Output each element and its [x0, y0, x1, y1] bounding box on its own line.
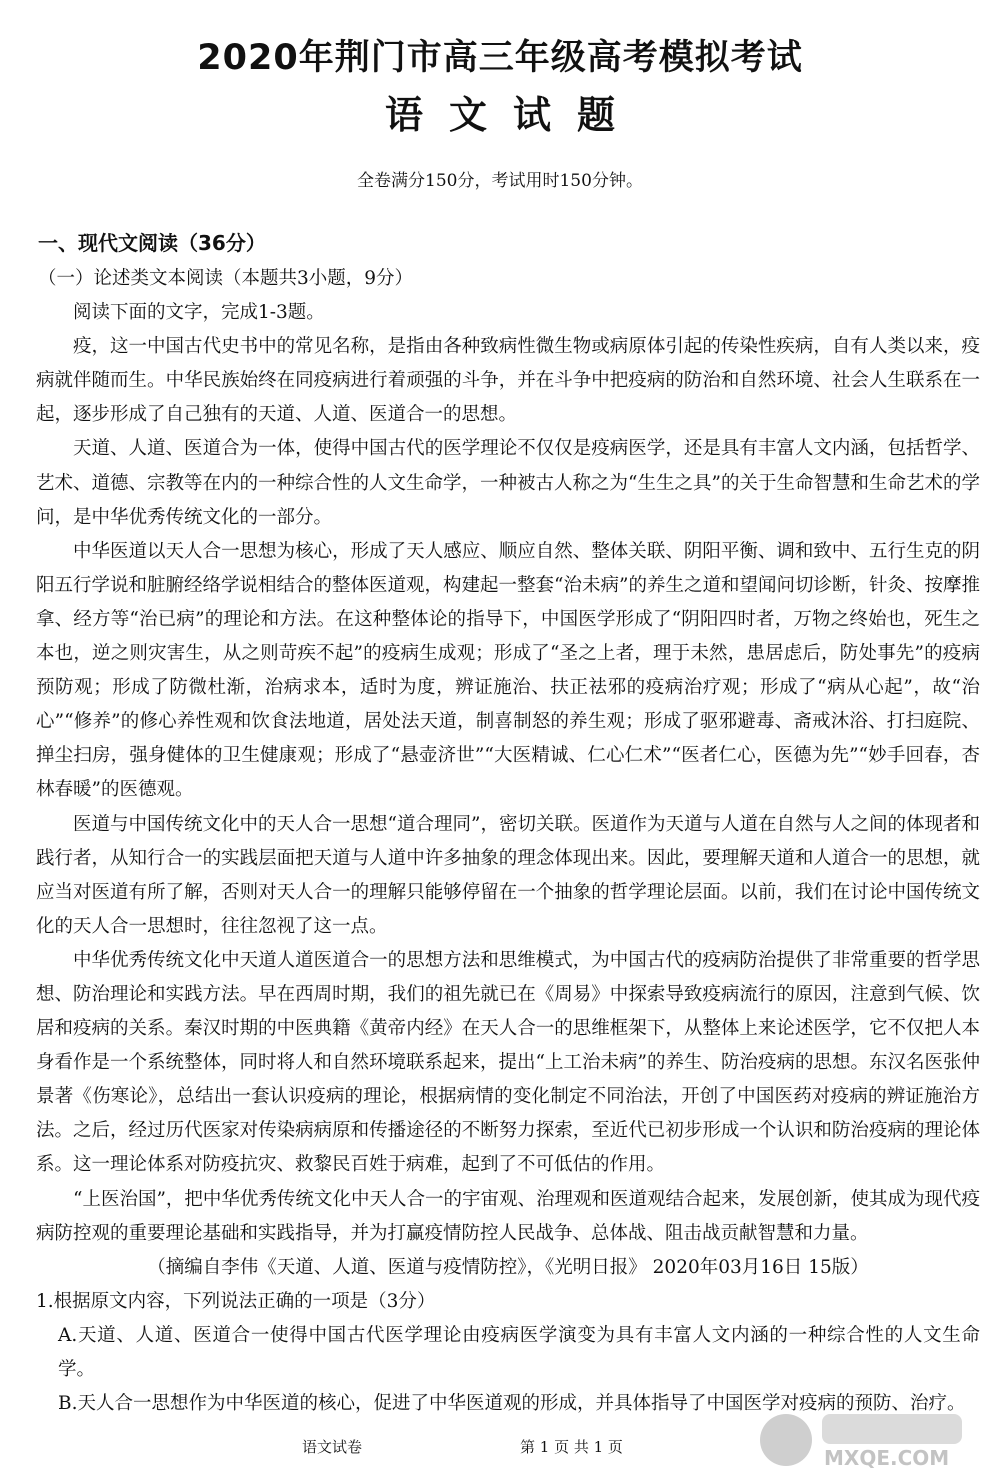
subject-title: 语文试题: [384, 93, 641, 137]
section-heading: 一、现代文阅读（36分）: [38, 231, 266, 255]
exam-info: 全卷满分150分，考试用时150分钟。: [357, 171, 643, 191]
footer-page-number: 第 1 页 共 1 页: [520, 1438, 623, 1456]
footer-subject: 语文试卷: [302, 1438, 363, 1456]
paragraph-1: 疫，这一中国古代史书中的常见名称，是指由各种致病性微生物或病原体引起的传染性疾病，自有人类以来，疫病就伴随而生。中华民族始终在同疫病进行着顽强的斗争，并在斗争中把疫病的防治和自然环境、社会人生联系在一起，逐步形成了自己独有的天道、人道、医道合一的思想。: [36, 336, 980, 426]
paragraph-6: “上医治国”，把中华优秀传统文化中天人合一的宇宙观、治理观和医道观结合起来，发展创新，使其成为现代疫病防控观的重要理论基础和实践指导，并为打赢疫情防控人民战争、总体战、阻击战贡献智慧和力量。: [36, 1188, 980, 1244]
instruction: 阅读下面的文字，完成1-3题。: [73, 302, 325, 324]
watermark-mark-icon: [822, 1414, 962, 1444]
source-citation: （摘编自李伟《天道、人道、医道与疫情防控》，《光明日报》 2020年03月16日 15版）: [147, 1256, 869, 1278]
paragraph-3: 中华医道以天人合一思想为核心，形成了天人感应、顺应自然、整体关联、阴阳平衡、调和致中、五行生克的阴阳五行学说和脏腑经络学说相结合的整体医道观，构建起一整套“治未病”的养生之道和望闻问切诊断，针灸、按摩推拿、经方等“治已病”的理论和方法。在这种整体论的指导下，中国医学形成了“阴阳四时者，万物之终始也，死生之本也，逆之则灾害生，从之则苛疾不起”的疫病生成观；形成了“圣之上者，理于未然，患居虑后，防处事先”的疫病预防观；形成了防微杜渐，治病求本，适时为度，辨证施治、扶正祛邪的疫病治疗观；形成了“病从心起”，故“治心”“修养”的修心养性观和饮食法地道，居处法天道，制喜制怒的养生观；形成了驱邪避毒、斋戒沐浴、打扫庭院、掸尘扫房，强身健体的卫生健康观；形成了“悬壶济世”“大医精诚、仁心仁术”“医者仁心，医德为先”“妙手回春，杏林春暖”的医德观。: [36, 540, 980, 801]
reading-content: [36, 262, 980, 1421]
sub-heading: （一）论述类文本阅读（本题共3小题，9分）: [38, 268, 414, 289]
question-1-stem: 1.根据原文内容，下列说法正确的一项是（3分）: [36, 1290, 436, 1312]
paragraph-4: 医道与中国传统文化中的天人合一思想“道合理同”，密切关联。医道作为天道与人道在自然与人之间的体现者和践行者，从知行合一的实践层面把天道与人道中许多抽象的理念体现出来。因此，要理解天道和人道合一的思想，就应当对医道有所了解，否则对天人合一的理解只能够停留在一个抽象的哲学理论层面。以前，我们在讨论中国传统文化的天人合一思想时，往往忽视了这一点。: [36, 813, 980, 937]
paragraph-2: 天道、人道、医道合为一体，使得中国古代的医学理论不仅仅是疫病医学，还是具有丰富人文内涵，包括哲学、艺术、道德、宗教等在内的一种综合性的人文生命学，一种被古人称之为“生生之具”的关于生命智慧和生命艺术的学问，是中华优秀传统文化的一部分。: [36, 438, 980, 528]
paragraph-5: 中华优秀传统文化中天道人道医道合一的思想方法和思维模式，为中国古代的疫病防治提供了非常重要的哲学思想、防治理论和实践方法。早在西周时期，我们的祖先就已在《周易》中探索导致疫病流行的原因，注意到气候、饮居和疫病的关系。秦汉时期的中医典籍《黄帝内经》在天人合一的思维框架下，从整体上来论述医学，它不仅把人本身看作是一个系统整体，同时将人和自然环境联系起来，提出“上工治未病”的养生、防治疫病的思想。东汉名医张仲景著《伤寒论》，总结出一套认识疫病的理论，根据病情的变化制定不同治法，开创了中国医药对疫病的辨证施治方法。之后，经过历代医家对传染病病原和传播途径的不断努力探索，至近代已初步形成一个认识和防治疫病的理论体系。这一理论体系对防疫抗灾、救黎民百姓于病难，起到了不可低估的作用。: [36, 949, 980, 1176]
watermark-badge-icon: [760, 1414, 812, 1466]
watermark-domain: MXQE.COM: [824, 1446, 950, 1470]
watermark-logo: [760, 1410, 970, 1470]
exam-title: 2020年荆门市高三年级高考模拟考试: [197, 38, 803, 78]
question-1-option-b: B.天人合一思想作为中华医道的核心，促进了中华医道观的形成，并具体指导了中国医学对疫病的预防、治疗。: [58, 1393, 966, 1415]
question-1-option-a: A.天道、人道、医道合一使得中国古代医学理论由疫病医学演变为具有丰富人文内涵的一种综合性的人文生命学。: [58, 1324, 980, 1380]
